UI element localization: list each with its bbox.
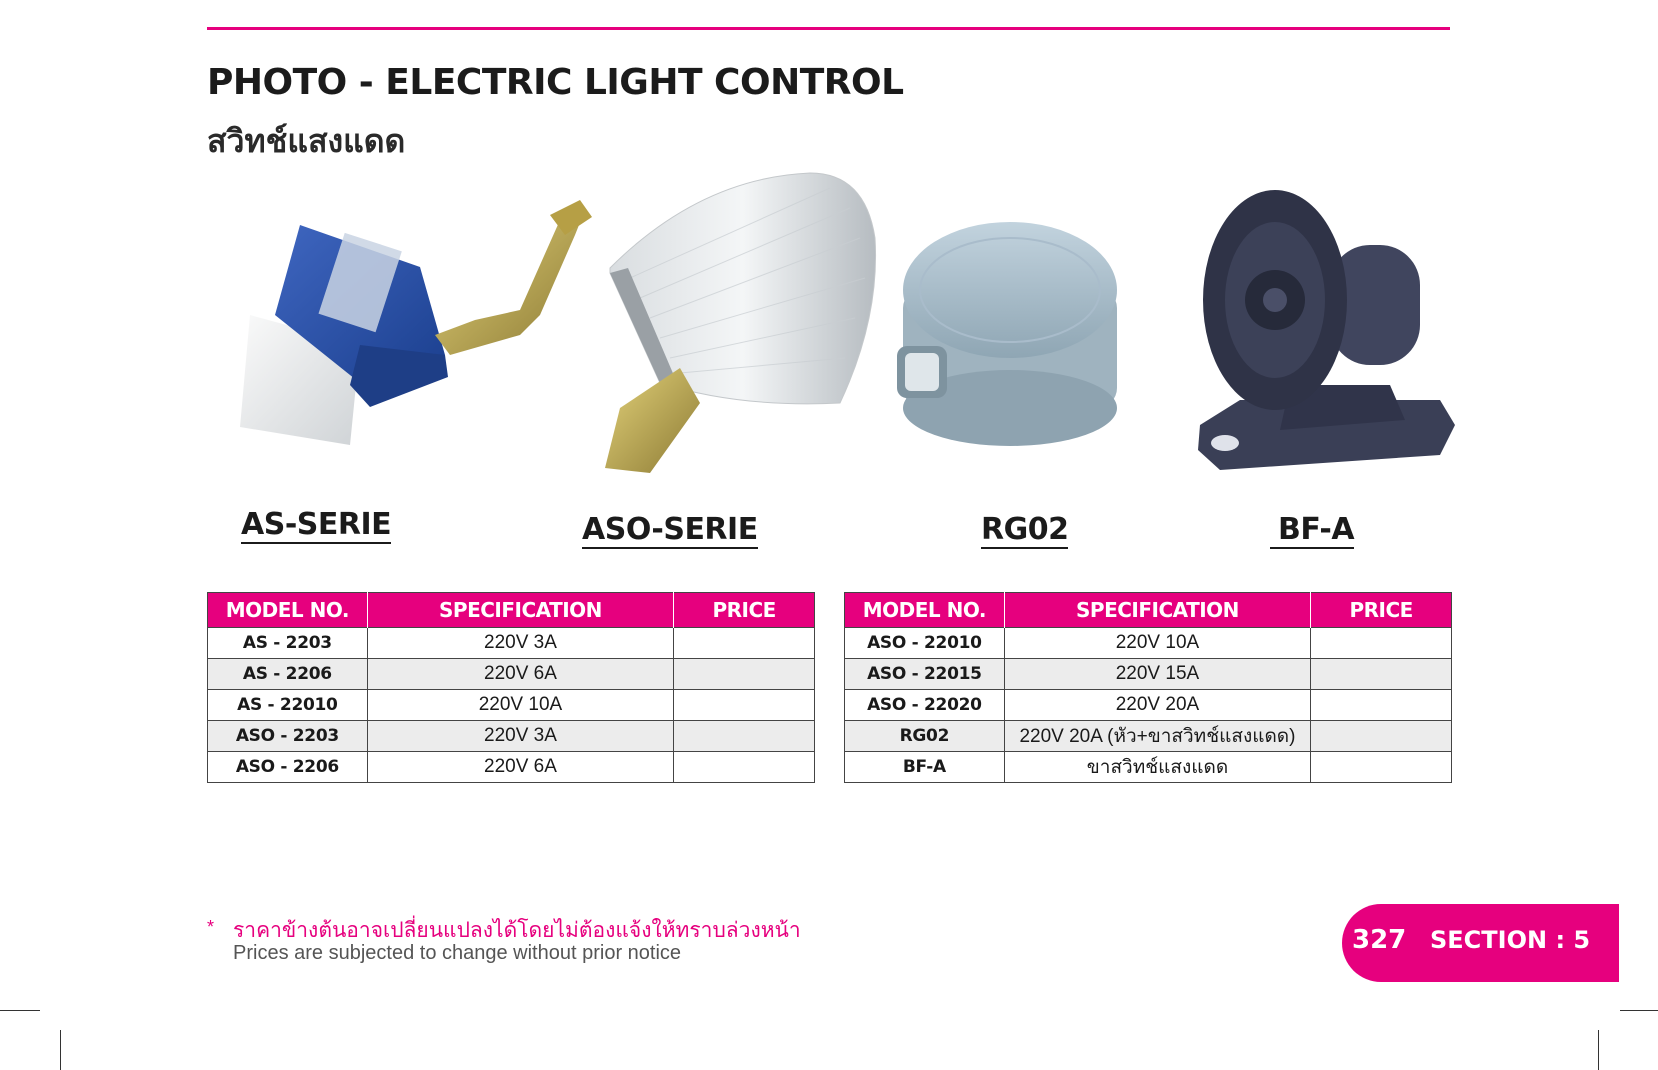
price-cell: [674, 690, 815, 721]
page-subtitle: สวิทช์แสงแดด: [207, 122, 406, 160]
model-cell: ASO - 22010: [845, 628, 1005, 659]
price-cell: [1311, 752, 1452, 783]
spec-cell: 220V 6A: [367, 752, 674, 783]
model-cell: ASO - 22015: [845, 659, 1005, 690]
product-label-rg02: RG02: [981, 512, 1069, 547]
spec-cell: 220V 3A: [367, 628, 674, 659]
spec-table-right: [844, 592, 1452, 783]
price-cell: [1311, 721, 1452, 752]
model-cell: ASO - 2203: [208, 721, 368, 752]
col-header-price: PRICE: [1311, 593, 1452, 628]
table-row: [845, 659, 1452, 690]
spec-cell: 220V 10A: [367, 690, 674, 721]
table-row: [208, 721, 815, 752]
model-cell: BF-A: [845, 752, 1005, 783]
product-label-bf-a: BF-A: [1270, 513, 1354, 549]
col-header-model: MODEL NO.: [208, 593, 368, 628]
crop-mark: [1598, 1030, 1599, 1070]
table-row: [208, 752, 815, 783]
spec-cell: 220V 20A (หัว+ขาสวิทช์แสงแดด): [1004, 721, 1311, 752]
price-cell: [674, 659, 815, 690]
col-header-price: PRICE: [674, 593, 815, 628]
model-cell: ASO - 2206: [208, 752, 368, 783]
table-row: [208, 628, 815, 659]
price-note-english: Prices are subjected to change without prior notice: [233, 942, 682, 964]
table-row: [845, 752, 1452, 783]
table-row: [845, 628, 1452, 659]
spec-cell: 220V 10A: [1004, 628, 1311, 659]
note-asterisk: *: [207, 917, 215, 937]
top-rule: [207, 27, 1450, 30]
photo-switch-mount-base-icon: [1190, 185, 1460, 480]
spec-cell: ขาสวิทช์แสงแดด: [1004, 752, 1311, 783]
crop-mark: [0, 1010, 40, 1011]
page-number: 327: [1352, 925, 1407, 955]
photo-switch-clear-dome-icon: [590, 168, 880, 488]
col-header-spec: SPECIFICATION: [367, 593, 674, 628]
crop-mark: [1620, 1010, 1658, 1011]
price-cell: [674, 628, 815, 659]
table-row: [845, 721, 1452, 752]
price-cell: [1311, 659, 1452, 690]
table-row: [845, 690, 1452, 721]
col-header-model: MODEL NO.: [845, 593, 1005, 628]
product-label-aso-serie: ASO-SERIE: [582, 512, 758, 547]
model-cell: AS - 22010: [208, 690, 368, 721]
spec-cell: 220V 20A: [1004, 690, 1311, 721]
model-cell: AS - 2206: [208, 659, 368, 690]
photo-switch-blue-box-icon: [220, 195, 620, 465]
spec-table-left: [207, 592, 815, 783]
table-header-row: [845, 593, 1452, 628]
crop-mark: [60, 1030, 61, 1070]
price-cell: [674, 721, 815, 752]
product-label-as-serie: AS-SERIE: [241, 507, 392, 542]
section-label: SECTION : 5: [1430, 926, 1591, 954]
col-header-spec: SPECIFICATION: [1004, 593, 1311, 628]
spec-cell: 220V 6A: [367, 659, 674, 690]
price-cell: [674, 752, 815, 783]
model-cell: RG02: [845, 721, 1005, 752]
spec-cell: 220V 3A: [367, 721, 674, 752]
price-cell: [1311, 628, 1452, 659]
price-note-thai: ราคาข้างต้นอาจเปลี่ยนแปลงได้โดยไม่ต้องแจ้งให้ทราบล่วงหน้า: [233, 919, 801, 942]
table-header-row: [208, 593, 815, 628]
spec-cell: 220V 15A: [1004, 659, 1311, 690]
photo-switch-round-grey-icon: [885, 218, 1135, 458]
page-title: PHOTO - ELECTRIC LIGHT CONTROL: [207, 62, 904, 103]
table-row: [208, 659, 815, 690]
model-cell: ASO - 22020: [845, 690, 1005, 721]
price-cell: [1311, 690, 1452, 721]
model-cell: AS - 2203: [208, 628, 368, 659]
table-row: [208, 690, 815, 721]
